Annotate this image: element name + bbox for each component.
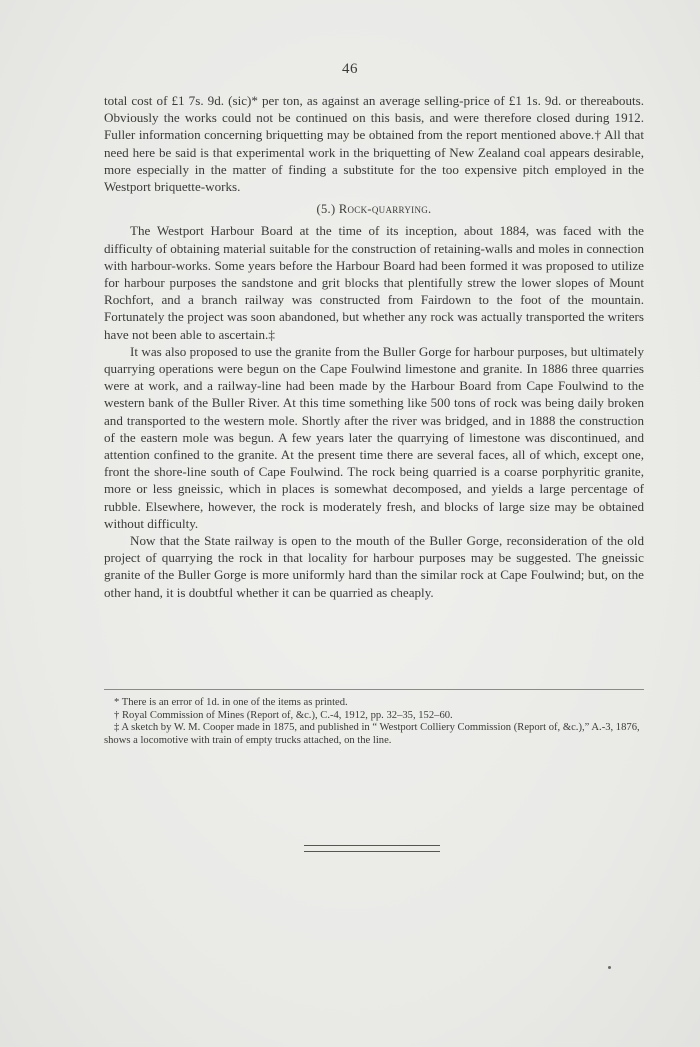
page-number: 46 — [342, 61, 358, 77]
footnote-1: * There is an error of 1d. in one of the items as printed. — [114, 697, 348, 708]
paper-speck — [608, 966, 611, 969]
footnotes — [104, 697, 644, 747]
paragraph-briquetting-continued: total cost of £1 7s. 9d. (sic)* per ton, as against an average selling-price of £1 1s. 9d. or thereabouts. Obviously the works could not be continued on this basis, and were therefore closed during 1912. Fuller information concerning briquetting may be obtained from the report mentioned above.† All that need here be said is that experimental work in the briquetting of New Zealand coal appears desirable, more especially in the matter of finding a substitute for the too expensive pitch employed in the Westport briquette-works. — [104, 93, 644, 195]
footnote-3: ‡ A sketch by W. M. Cooper made in 1875, and published in “ Westport Colliery Commission (Report of, &c.),” A.-3, 1876, shows a locomotive with train of empty trucks attached, on the line. — [104, 722, 640, 746]
footnote-2: † Royal Commission of Mines (Report of, &c.), C.-4, 1912, pp. 32–35, 152–60. — [114, 709, 453, 721]
paragraph-quarrying-operations: It was also proposed to use the granite from the Buller Gorge for harbour purposes, but ultimately quarrying operations were begun on the Cape Foulwind limestone and granite. In 1886 three quarries were at work, and a railway-line had been made by the Harbour Board from Cape Foulwind to the western bank of the Buller River. At this time something like 500 tons of rock was being daily broken and transported to the western mole. Shortly after the river was bridged, and in 1888 the construction of the eastern mole was begun. A few years later the quarrying of limestone was discontinued, and attention confined to the granite. At the present time there are several faces, all of which, except one, front the shore-line south of Cape Foulwind. The rock being quarried is a coarse porphyritic granite, more or less gneissic, which in places is somewhat decomposed, and yields a large percentage of rubble. Elsewhere, however, the rock is moderately fresh, and blocks of large size may be obtained without difficulty. — [104, 343, 644, 531]
footnote-divider — [104, 689, 644, 690]
body-text — [104, 92, 644, 601]
section-number: (5.) — [316, 202, 336, 217]
end-of-section-rule — [304, 845, 440, 852]
section-heading — [104, 201, 644, 218]
paragraph-state-railway: Now that the State railway is open to the mouth of the Buller Gorge, reconsideration of the old project of quarrying the rock in that locality for harbour purposes may be suggested. The gneissic granite of the Buller Gorge is more uniformly hard than the similar rock at Cape Foulwind; but, on the other hand, it is doubtful whether it can be quarried as cheaply. — [104, 533, 644, 600]
section-title: Rock-quarrying. — [338, 202, 432, 217]
paragraph-harbour-board: The Westport Harbour Board at the time of its inception, about 1884, was faced with the difficulty of obtaining material suitable for the construction of retaining-walls and moles in connection with harbour-works. Some years before the Harbour Board had been formed it was proposed to utilize for harbour purposes the sandstone and grit blocks that plentifully strew the lower slopes of Mount Rochfort, and a branch railway was constructed from Fairdown to the foot of the mountain. Fortunately the project was soon abandoned, but whether any rock was actually transported the writers have not been able to ascertain.‡ — [104, 223, 644, 342]
